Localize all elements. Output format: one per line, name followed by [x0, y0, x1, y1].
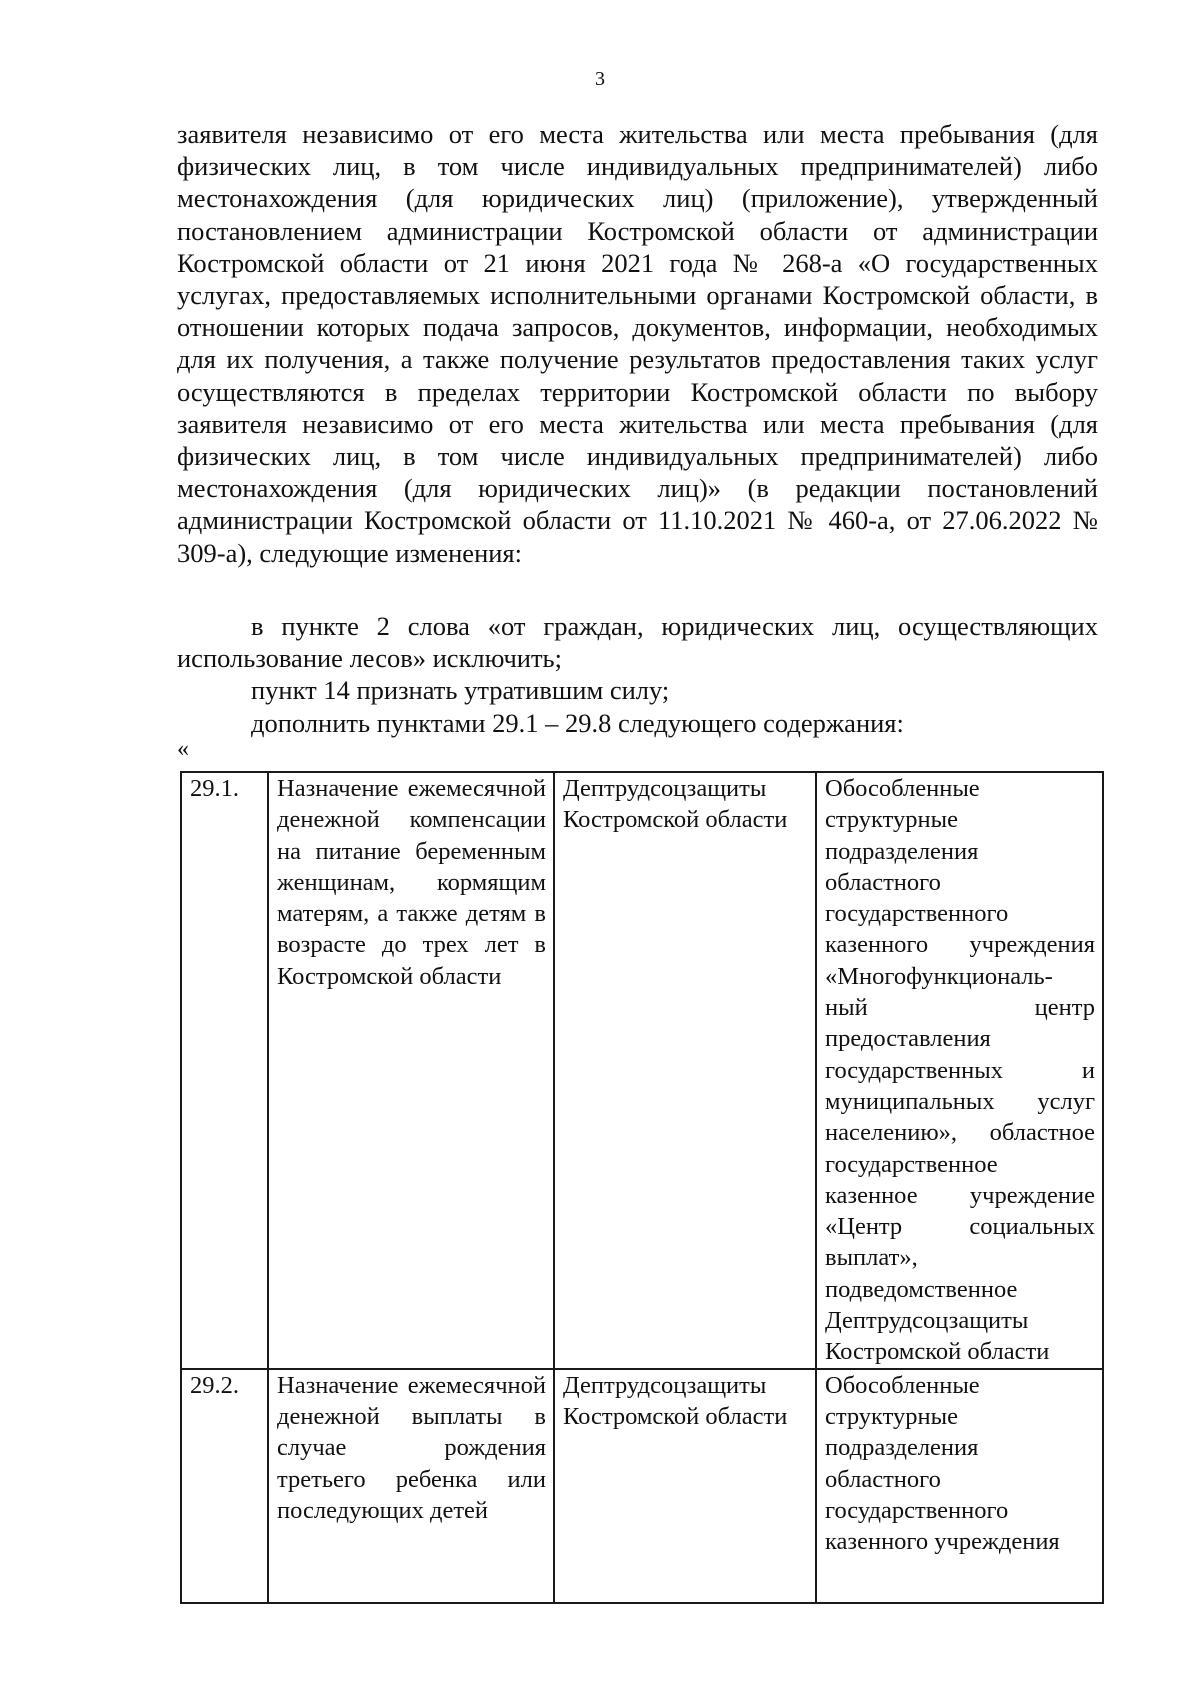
service-name-cell: Назначение ежемесячной денежной выплаты в случае рождения третьего ребенка или последующих детей [268, 1369, 554, 1603]
body-text-changes [177, 610, 1098, 739]
table-row [181, 772, 1103, 1369]
responsible-organ-cell: Дептрудсоцзащиты Костромской области [554, 772, 816, 1369]
paragraph-point-2: в пункте 2 слова «от граждан, юридических лиц, осуществляющих использование лесов» исключить; [177, 611, 1098, 674]
paragraph-add-points: дополнить пунктами 29.1 – 29.8 следующего содержания: [251, 707, 904, 738]
page-number: 3 [595, 68, 605, 90]
table-row [181, 1369, 1103, 1603]
service-name-cell: Назначение ежемесячной денежной компенсации на питание беременным женщинам, кормящим матерям, а также детям в возрасте до трех лет в Костромской области [268, 772, 554, 1369]
opening-quote: « [177, 736, 189, 762]
responsible-organ-cell: Дептрудсоцзащиты Костромской области [554, 1369, 816, 1603]
services-table [180, 771, 1104, 1604]
paragraph-point-14: пункт 14 признать утратившим силу; [251, 675, 670, 706]
provider-cell: Обособленные структурные подразделения областного государственного казенного учреждения «Многофункциональ-ный центр предоставления государственных и муниципальных услуг населению», областное государственное казенное учреждение «Центр социальных выплат», подведомственное Дептрудсоцзащиты Костромской области [816, 772, 1103, 1369]
row-number: 29.2. [181, 1369, 268, 1603]
provider-cell: Обособленные структурные подразделения областного государственного казенного учреждения [816, 1369, 1103, 1603]
paragraph-amendment-intro: заявителя независимо от его места жительства или места пребывания (для физических лиц, в том числе индивидуальных предпринимателей) либо местонахождения (для юридических лиц) (приложение), утвержденный постановлением администрации Костромской области от администрации Костромской области от 21 июня 2021 года № 268-а «О государственных услугах, предоставляемых исполнительными органами Костромской области, в отношении которых подача запросов, документов, информации, необходимых для их получения, а также получение результатов предоставления таких услуг осуществляются в пределах территории Костромской области по выбору заявителя независимо от его места жительства или места пребывания (для физических лиц, в том числе индивидуальных предпринимателей) либо местонахождения (для юридических лиц)» (в редакции постановлений администрации Костромской области от 11.10.2021 № 460-а, от 27.06.2022 № 309-а), следующие изменения: [177, 119, 1098, 568]
row-number: 29.1. [181, 772, 268, 1369]
